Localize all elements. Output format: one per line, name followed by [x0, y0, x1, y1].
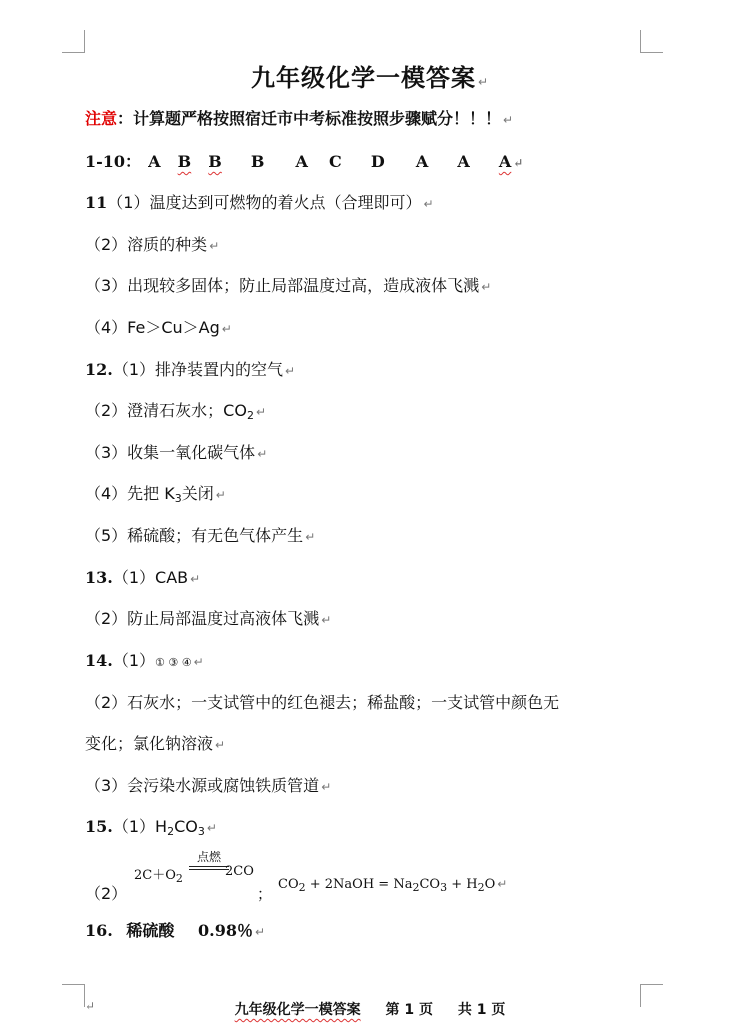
- q11-item-1: [85, 190, 434, 213]
- q12-item-4: [85, 481, 226, 505]
- q15-item-1-text: （1）H: [112, 817, 168, 836]
- paragraph-mark-icon: ↵: [221, 322, 232, 336]
- eq1-right-text: 2CO: [225, 864, 254, 879]
- page-title-text: 九年级化学一模答案: [250, 64, 476, 92]
- q14-item-3-text: （3）会污染水源或腐蚀铁质管道: [85, 776, 320, 795]
- answer-7: D: [370, 152, 385, 171]
- q15-item-2-label: [85, 881, 127, 904]
- q12-item-5-text: （5）稀硫酸；有无色气体产生: [85, 526, 304, 545]
- q13-item-1-text: （1）CAB: [112, 568, 189, 587]
- eq2-part: + 2NaOH = Na: [305, 877, 413, 892]
- page-title: [0, 58, 740, 93]
- q11-item-3: [85, 273, 491, 296]
- paragraph-mark-icon: ↵: [477, 75, 490, 89]
- q12-item-5: [85, 523, 315, 546]
- paragraph-mark-icon: ↵: [215, 738, 226, 752]
- paragraph-mark-icon: ↵: [321, 780, 332, 794]
- equation-2: [278, 877, 507, 894]
- answer-9: A: [457, 152, 470, 171]
- paragraph-mark-icon: ↵: [215, 488, 226, 502]
- q14-item-1-text: （1）: [112, 651, 156, 670]
- q14-item-3: [85, 773, 331, 796]
- q13-item-1: [85, 565, 200, 588]
- paragraph-mark-icon: ↵: [255, 925, 266, 939]
- paragraph-mark-icon: ↵: [497, 877, 508, 891]
- footer-total-pages: 共 1 页: [457, 1002, 506, 1018]
- q13-number: 13.: [85, 568, 113, 587]
- q12-item-3-text: （3）收集一氧化碳气体: [85, 443, 256, 462]
- q11-item-3-text: （3）出现较多固体；防止局部温度过高，造成液体飞溅: [85, 276, 480, 295]
- q14-number: 14.: [85, 651, 113, 670]
- footer-page-number: 第 1 页: [385, 1002, 433, 1018]
- subscript: 2: [175, 872, 183, 885]
- q12-item-2-text: （2）澄清石灰水；CO: [85, 401, 247, 420]
- margin-mark-top-left: [62, 30, 85, 53]
- q13-item-2-text: （2）防止局部温度过高液体飞溅: [85, 609, 320, 628]
- q11-item-2: [85, 232, 219, 255]
- answer-10: A: [498, 152, 512, 171]
- paragraph-mark-icon: ↵: [255, 405, 267, 419]
- eq2-part: CO: [278, 877, 299, 892]
- paragraph-mark-icon: ↵: [257, 447, 268, 461]
- paragraph-mark-icon: ↵: [209, 239, 220, 253]
- paragraph-mark-icon: ↵: [513, 156, 524, 170]
- equation-1-left: [134, 864, 183, 885]
- answers-label: 1-10：: [85, 152, 142, 171]
- subscript: 2: [246, 409, 254, 422]
- paragraph-mark-icon: ↵: [503, 113, 514, 127]
- answer-5: A: [295, 152, 308, 171]
- q12-item-1-text: （1）排净装置内的空气: [112, 360, 284, 379]
- eq2-part: CO: [419, 877, 441, 892]
- q16-answer: 稀硫酸: [126, 921, 175, 940]
- reaction-condition-text: 点燃: [196, 850, 221, 864]
- q14-circled-marks: ① ③ ④: [155, 656, 192, 669]
- paragraph-mark-icon: ↵: [85, 999, 96, 1013]
- equation-1-right: [225, 864, 254, 879]
- answer-8: A: [415, 152, 429, 171]
- subscript: 3: [174, 492, 182, 505]
- margin-mark-top-right: [640, 30, 663, 53]
- paragraph-mark-icon: ↵: [321, 613, 332, 627]
- paragraph-mark-icon: ↵: [481, 280, 492, 294]
- notice-sep: ：: [117, 109, 134, 128]
- q12-item-2: [85, 398, 266, 422]
- q14-item-2-text-1: （2）石灰水；一支试管中的红色褪去；稀盐酸；一支试管中颜色无: [85, 693, 560, 712]
- equation-separator: [257, 883, 272, 904]
- equals-double-line: [189, 866, 229, 870]
- subscript: 3: [197, 825, 205, 838]
- q11-item-4: [85, 315, 232, 338]
- answer-1: A: [148, 152, 161, 171]
- q14-item-1: [85, 648, 204, 671]
- paragraph-mark-icon: ↵: [206, 821, 217, 835]
- eq2-part: O: [484, 877, 496, 892]
- paragraph-mark-icon: ↵: [305, 530, 316, 544]
- q11-number: 11: [85, 193, 108, 212]
- page-footer: [0, 999, 740, 1019]
- q12-number: 12.: [85, 360, 113, 379]
- answer-4: B: [250, 152, 265, 171]
- q15-item-1-mid: CO: [174, 817, 198, 836]
- paragraph-mark-icon: ↵: [285, 364, 296, 378]
- q15-item-2-label-text: （2）: [85, 884, 128, 903]
- q14-item-2-line-1: [85, 690, 559, 713]
- q14-item-2-line-2: [85, 731, 225, 754]
- q13-item-2: [85, 606, 331, 629]
- subscript: 2: [477, 881, 485, 894]
- notice-label: 注意: [85, 109, 118, 128]
- q11-item-1-text: （1）温度达到可燃物的着火点（合理即可）: [107, 193, 422, 212]
- answer-6: C: [329, 152, 342, 171]
- footer-title: 九年级化学一模答案: [234, 1002, 361, 1018]
- answer-3: B: [208, 152, 222, 171]
- q12-item-4-text: （4）先把 K: [85, 484, 175, 503]
- subscript: 3: [440, 881, 448, 894]
- q14-item-2-text-2: 变化；氯化钠溶液: [85, 734, 214, 753]
- eq-sep-text: ；: [257, 885, 273, 903]
- notice-line: [85, 106, 513, 129]
- notice-text: 计算题严格按照宿迁市中考标准按照步骤赋分！！！: [133, 109, 502, 128]
- answers-1-10: [85, 149, 523, 172]
- q15-number: 15.: [85, 817, 113, 836]
- q11-item-2-text: （2）溶质的种类: [85, 235, 208, 254]
- q11-item-4-text: （4）Fe＞Cu＞Ag: [85, 318, 220, 337]
- eq2-part: + H: [447, 877, 478, 892]
- subscript: 2: [167, 825, 175, 838]
- answer-2: B: [177, 152, 192, 171]
- q16-line: [85, 918, 265, 941]
- reaction-condition: [189, 848, 229, 870]
- subscript: 2: [412, 881, 420, 894]
- paragraph-mark-icon: ↵: [423, 197, 434, 211]
- paragraph-mark-icon: ↵: [193, 655, 204, 669]
- paragraph-mark-icon: ↵: [190, 572, 201, 586]
- q12-item-3: [85, 440, 267, 463]
- q16-value: 0.98％: [198, 921, 253, 940]
- q12-item-4-post: 关闭: [181, 484, 214, 503]
- eq1-left-text: 2C＋O: [134, 868, 176, 883]
- q12-item-1: [85, 357, 295, 380]
- q15-item-1: [85, 814, 217, 838]
- subscript: 2: [298, 881, 306, 894]
- q16-number: 16.: [85, 921, 113, 940]
